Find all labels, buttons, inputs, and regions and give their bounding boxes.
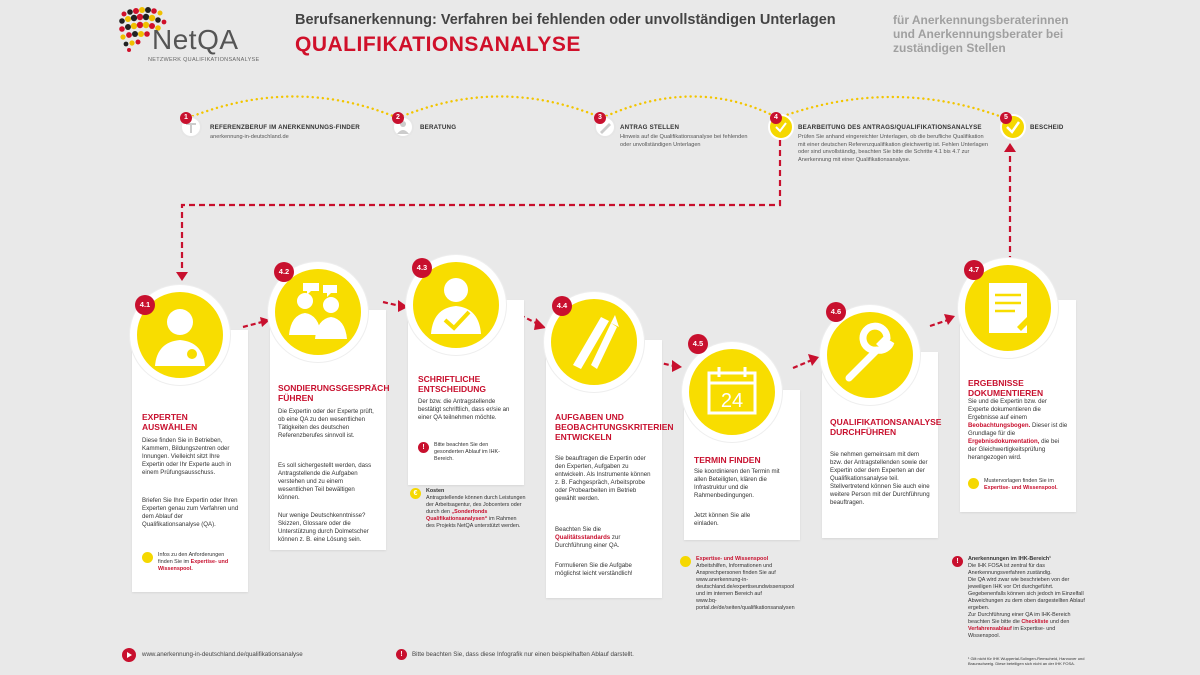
footer-link[interactable]: www.anerkennung-in-deutschland.de/qualifikationsanalyse	[142, 651, 303, 658]
logo-subtitle: NETZWERK QUALIFIKATIONSANALYSE	[148, 57, 260, 63]
card-text: Sie nehmen gemeinsam mit dem bzw. der Antragstellenden sowie der Expertin oder dem Experten an der Qualifikationsanalyse teil. Stellvertretend können Sie auch eine weitere Person mit der Durchführung beauftragen.	[830, 451, 930, 506]
step-5-label: BESCHEID	[1030, 124, 1064, 131]
card-text: Diese finden Sie in Betrieben, Kammern, Bildungszentren oder Innungen. Vielleicht sitzt Ihre Expertin oder Ihr Experte auch in einem Prüfungsausschuss.	[142, 437, 232, 476]
card-text: Briefen Sie Ihre Expertin oder Ihren Experten genau zum Verfahren und dem Ablauf der Qualifikationsanalyse (QA).	[142, 497, 239, 528]
card-title: AUFGABEN UND BEOBACHTUNGSKRITERIEN ENTWICKELN	[555, 412, 674, 442]
play-icon[interactable]	[122, 648, 136, 662]
ihk-footnote: ¹ Gilt nicht für IHK Wuppertal-Solingen-Remscheid, Hannover und Braunschweig. Diese beteiligen sich nicht an der IHK FOSA.	[968, 656, 1085, 666]
step-2-number: 2	[392, 112, 404, 124]
card-note: Mustervorlagen finden Sie im Expertise- und Wissenspool.	[984, 478, 1058, 491]
card-text: Es soll sichergestellt werden, dass Antragstellende die Aufgaben verstehen und zu einem wesentlichen Teil bewältigen können.	[278, 462, 372, 501]
step-3-label: ANTRAG STELLEN	[620, 124, 680, 131]
step-badge: 4.7	[964, 260, 984, 280]
step-1-label: REFERENZBERUF IM ANERKENNUNGS-FINDER	[210, 124, 360, 131]
page-title: QUALIFIKATIONSANALYSE	[295, 33, 581, 56]
card-note: Bitte beachten Sie den gesonderten Ablauf im IHK-Bereich.	[434, 442, 500, 462]
warning-icon: !	[396, 649, 407, 660]
page-subtitle: Berufsanerkennung: Verfahren bei fehlenden oder unvollständigen Unterlagen	[295, 12, 836, 28]
step-4-number: 4	[770, 112, 782, 124]
card-text: Beachten Sie die Qualitätsstandards zur Durchführung einer QA.	[555, 526, 621, 549]
footer-disclaimer: Bitte beachten Sie, dass diese Infografik nur einen beispielhaften Ablauf darstellt.	[412, 651, 634, 658]
card-text: Sie und die Expertin bzw. der Experte dokumentieren die Ergebnisse auf einem Beobachtungsbogen. Dieser ist die Grundlage für die Ergebnisdokumentation, die bei der Gleichwertigkeitsprüfung herangezogen wird.	[968, 398, 1068, 461]
card-text: Nur wenige Deutschkenntnisse? Skizzen, Glossare oder die Unterstützung durch Dolmetscher können z. B. eine Lösung sein.	[278, 512, 369, 543]
step-5-number: 5	[1000, 112, 1012, 124]
verfahrensablauf-link[interactable]: Verfahrensablauf	[968, 626, 1012, 632]
pool-note: Expertise- und Wissenspool Arbeitshilfen, Informationen und Ansprechpersonen finden Sie auf www.anerkennung-in-deutschland.de/expertiseundwissenspool und im internen Bereich auf www.bq-portal.de/de/seiten/qualifikationsanalysen	[696, 556, 795, 611]
card-title: SONDIERUNGSGESPRÄCH FÜHREN	[278, 383, 390, 403]
card-title: QUALIFIKATIONSANALYSE DURCHFÜHREN	[830, 417, 942, 437]
calendar-day: 24	[720, 390, 744, 412]
step-badge: 4.1	[135, 295, 155, 315]
logo-wordmark: NetQA	[152, 24, 239, 55]
step-badge: 4.4	[552, 296, 572, 316]
bq-portal-url[interactable]: www.bq-portal.de/de/seiten/qualifikationsanalysen	[696, 598, 795, 611]
warning-icon: !	[418, 442, 429, 453]
audience-note: für Anerkennungsberaterinnen und Anerkennungsberater bei zuständigen Stellen	[893, 13, 1069, 55]
step-badge: 4.2	[274, 262, 294, 282]
step-3-description: Hinweis auf die Qualifikationsanalyse bei fehlenden oder unvollständigen Unterlagen	[620, 134, 748, 148]
step-1-link[interactable]: anerkennung-in-deutschland.de	[210, 134, 289, 140]
euro-icon: €	[410, 488, 421, 499]
step-badge: 4.3	[412, 258, 432, 278]
card-title: SCHRIFTLICHE ENTSCHEIDUNG	[418, 374, 487, 394]
pool-url[interactable]: www.anerkennung-in-deutschland.de/expertiseundwissenspool	[696, 577, 795, 590]
step-2-label: BERATUNG	[420, 124, 457, 131]
card-text: Der bzw. die Antragstellende bestätigt schriftlich, dass er/sie an einer QA teilnehmen möchte.	[418, 398, 510, 421]
sonderfonds-link[interactable]: „Sonderfonds Qualifikationsanalysen“	[426, 509, 488, 522]
ihk-note: Anerkennungen im IHK-Bereich¹ Die IHK FOSA ist zentral für das Anerkennungsverfahren zuständig. Die QA wird zwar wie beschrieben von der jeweiligen IHK vor Ort durchgeführt. Gegebenenfalls können sich jedoch im Einzelfall Abweichungen zu dem oben dargestellten Ablauf ergeben. Zur Durchführung einer QA im IHK-Bereich beachten Sie bitte die Checkliste und den Verfahrensablauf im Expertise- und Wissenspool.	[968, 556, 1085, 639]
step-4-label: BEARBEITUNG DES ANTRAGS/QUALIFIKATIONSANALYSE	[798, 124, 982, 131]
pool-icon	[680, 556, 691, 567]
card-text: Formulieren Sie die Aufgabe möglichst leicht verständlich!	[555, 562, 633, 577]
warning-icon: !	[952, 556, 963, 567]
card-text: Sie beauftragen die Expertin oder den Experten, Aufgaben zu entwickeln. Als Instrumente können z. B. Fachgespräch, Arbeitsprobe oder Probearbeiten im Betrieb gewählt werden.	[555, 455, 651, 502]
ergebnisdokumentation-link[interactable]: Ergebnisdokumentation,	[968, 438, 1040, 445]
info-icon	[142, 552, 153, 563]
card-text: Sie koordinieren den Termin mit allen Beteiligten, klären die Infrastruktur und die Rahmenbedingungen.	[694, 468, 780, 499]
step-badge: 4.6	[826, 302, 846, 322]
qualitaetsstandards-link[interactable]: Qualitätsstandards	[555, 534, 611, 541]
step-4-description: Prüfen Sie anhand eingereichter Unterlagen, ob die berufliche Qualifikation mit einer deutschen Referenzqualifikation gleichwertig ist. Fehlen Unterlagen oder sind unvollständig, beachten Sie bitte die Schritte 4.1 bis 4.7 zur Anerkennung mit einer Qualifikationsanalyse.	[798, 134, 988, 163]
pool-link[interactable]: Expertise- und Wissenspool.	[984, 485, 1058, 491]
pool-link[interactable]: Expertise- und Wissenspool.	[158, 559, 229, 572]
card-title: ERGEBNISSE DOKUMENTIEREN	[968, 378, 1044, 398]
cost-note: Kosten Antragstellende können durch Leistungen der Arbeitsagentur, des Jobcenters oder durch den „Sonderfonds Qualifikationsanalysen“ im Rahmen des Projekts NetQA unterstützt werden.	[426, 488, 526, 529]
card-text: Die Expertin oder der Experte prüft, ob eine QA zu den wesentlichen Tätigkeiten des deutschen Referenzberufes sinnvoll ist.	[278, 408, 374, 439]
template-icon	[968, 478, 979, 489]
card-note: Infos zu den Anforderungen finden Sie im Expertise- und Wissenspool.	[158, 552, 229, 572]
step-3-number: 3	[594, 112, 606, 124]
card-title: TERMIN FINDEN	[694, 455, 761, 465]
beobachtungsbogen-link[interactable]: Beobachtungsbogen.	[968, 422, 1031, 429]
checkliste-link[interactable]: Checkliste	[1021, 619, 1049, 625]
step-1-number: 1	[180, 112, 192, 124]
step-badge: 4.5	[688, 334, 708, 354]
calendar-icon	[682, 342, 782, 442]
card-text: Jetzt können Sie alle einladen.	[694, 512, 751, 527]
card-title: EXPERTEN AUSWÄHLEN	[142, 412, 198, 432]
